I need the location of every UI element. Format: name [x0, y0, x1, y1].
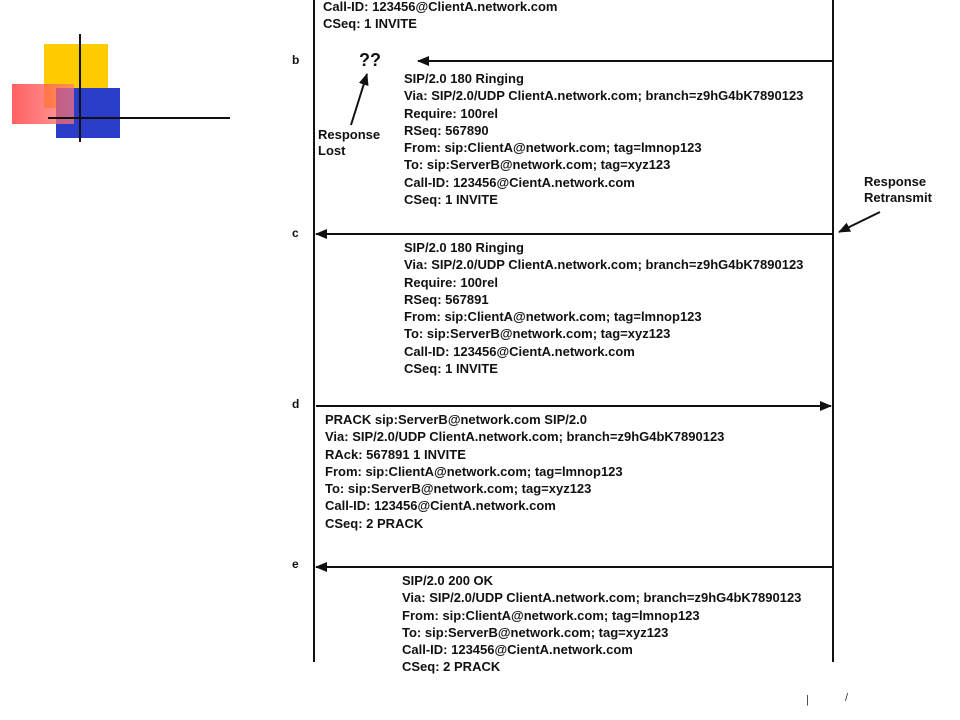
- note-line: Response: [318, 127, 381, 142]
- message-line: CSeq: 1 INVITE: [404, 192, 498, 208]
- message-line: Via: SIP/2.0/UDP ClientA.network.com; branch=z9hG4bK7890123: [404, 257, 804, 273]
- message-line: From: sip:ClientA@network.com; tag=lmnop123: [402, 607, 700, 623]
- message-c: [404, 239, 803, 377]
- footer-mark: /: [845, 692, 849, 704]
- arrow-response-retransmit: [839, 212, 880, 232]
- message-line: From: sip:ClientA@network.com; tag=lmnop123: [404, 140, 702, 156]
- message-line: To: sip:ServerB@network.com; tag=xyz123: [325, 481, 592, 497]
- message-line: CSeq: 2 PRACK: [325, 515, 424, 531]
- message-line: SIP/2.0 200 OK: [402, 573, 494, 588]
- message-line: Call-ID: 123456@CientA.network.com: [325, 498, 556, 514]
- message-line: CSeq: 2 PRACK: [402, 659, 501, 675]
- message-line: CSeq: 1 INVITE: [404, 361, 498, 377]
- message-line: SIP/2.0 180 Ringing: [404, 240, 524, 255]
- step-label-c: c: [292, 226, 299, 240]
- message-line: Call-ID: 123456@CientA.network.com: [402, 642, 633, 658]
- note-line: Lost: [318, 143, 346, 158]
- message-line: To: sip:ServerB@network.com; tag=xyz123: [404, 326, 671, 342]
- message-line: CSeq: 1 INVITE: [323, 16, 417, 32]
- message-line: Require: 100rel: [404, 274, 498, 290]
- message-line: Call-ID: 123456@CientA.network.com: [404, 343, 635, 359]
- note-line: Retransmit: [864, 190, 932, 205]
- message-line: PRACK sip:ServerB@network.com SIP/2.0: [325, 412, 587, 427]
- message-line: Via: SIP/2.0/UDP ClientA.network.com; branch=z9hG4bK7890123: [402, 590, 802, 606]
- step-label-b: b: [292, 53, 300, 67]
- message-line: Call-ID: 123456@CientA.network.com: [404, 174, 635, 190]
- note-response-retransmit: [864, 174, 932, 206]
- message-line: Require: 100rel: [404, 105, 498, 121]
- lost-marker: ??: [359, 50, 381, 70]
- note-response-lost: [318, 127, 380, 159]
- message-line: Via: SIP/2.0/UDP ClientA.network.com; branch=z9hG4bK7890123: [404, 88, 804, 104]
- message-b: [404, 70, 803, 208]
- arrow-response-lost: [351, 74, 367, 125]
- step-label-e: e: [292, 557, 299, 571]
- message-line: RSeq: 567890: [404, 122, 489, 138]
- message-line: SIP/2.0 180 Ringing: [404, 71, 524, 86]
- message-line: RSeq: 567891: [404, 291, 489, 307]
- message-line: Call-ID: 123456@ClientA.network.com: [323, 0, 558, 14]
- message-line: Via: SIP/2.0/UDP ClientA.network.com; branch=z9hG4bK7890123: [325, 429, 725, 445]
- footer-mark: |: [806, 694, 809, 706]
- message-line: To: sip:ServerB@network.com; tag=xyz123: [404, 157, 671, 173]
- message-line: From: sip:ClientA@network.com; tag=lmnop123: [325, 463, 623, 479]
- step-label-d: d: [292, 397, 300, 411]
- message-top-fragment: [323, 0, 557, 33]
- message-line: To: sip:ServerB@network.com; tag=xyz123: [402, 624, 669, 640]
- message-line: RAck: 567891 1 INVITE: [325, 446, 466, 462]
- note-line: Response: [864, 174, 927, 189]
- message-e: [402, 572, 801, 676]
- message-d: [325, 411, 724, 532]
- message-line: From: sip:ClientA@network.com; tag=lmnop123: [404, 309, 702, 325]
